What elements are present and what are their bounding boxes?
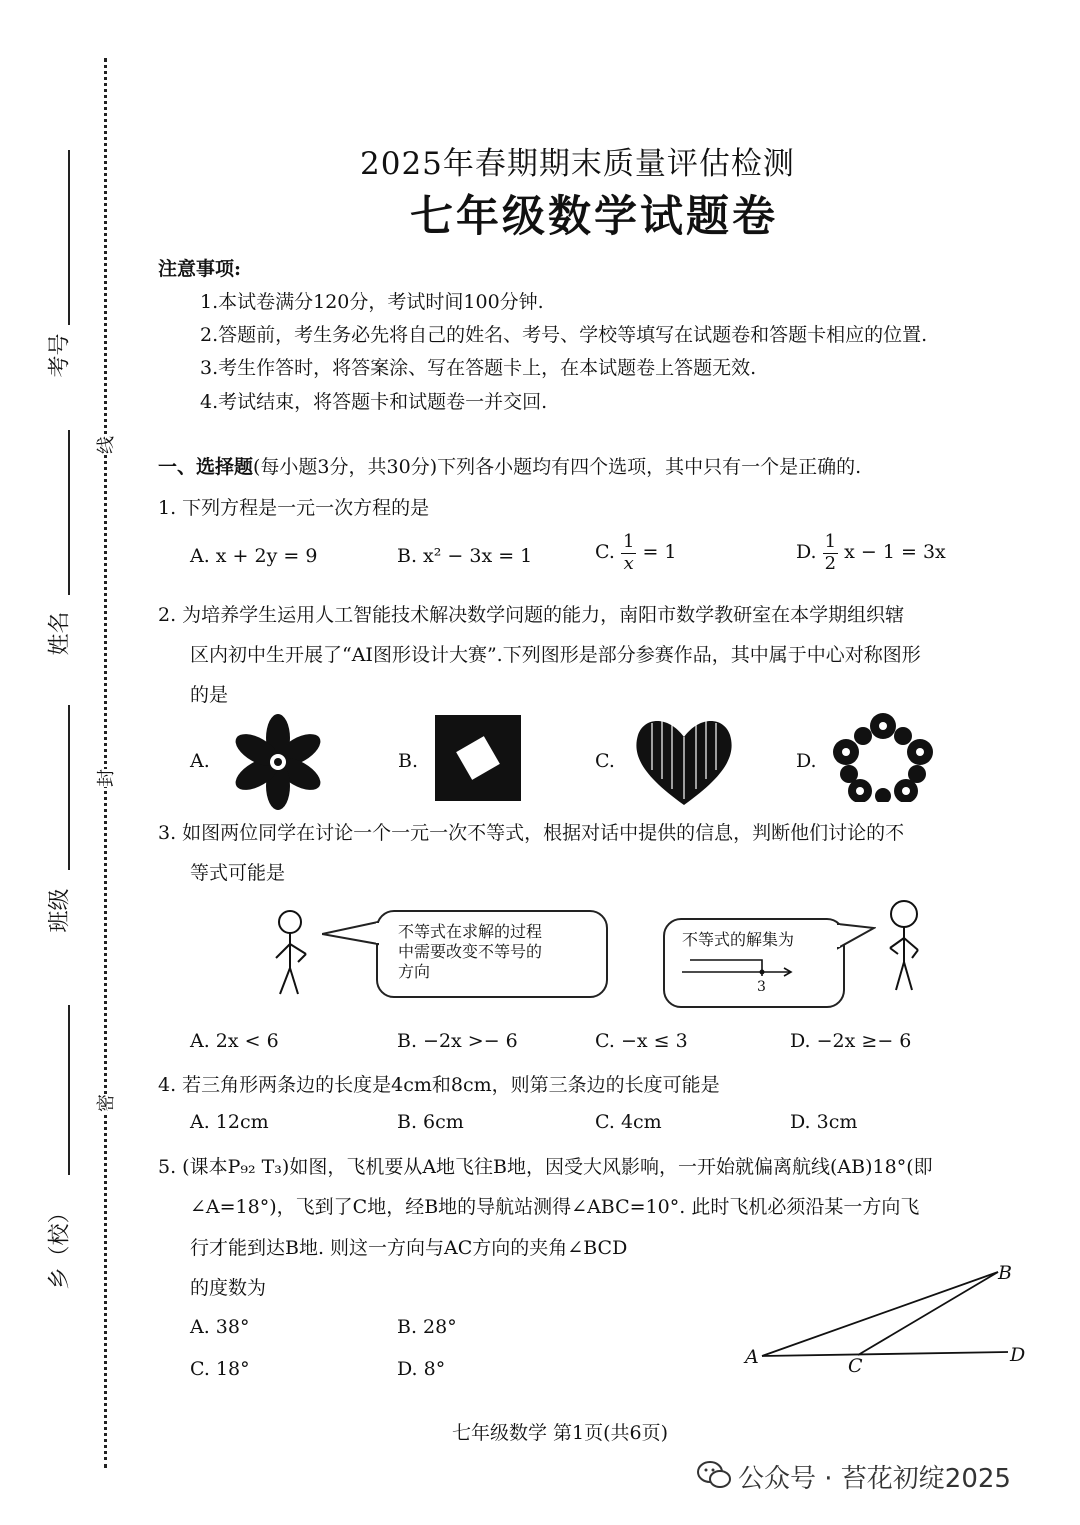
q1-option-c-label: C. — [595, 541, 615, 564]
q1-c-numerator: 1 — [622, 531, 635, 552]
q2-option-b-label: B. — [398, 750, 419, 772]
bubble-right-text: 不等式的解集为 — [682, 930, 795, 949]
exam-no-underline — [68, 150, 70, 325]
bubble-left-line2: 中需要改变不等号的 — [398, 942, 543, 961]
wechat-icon — [696, 1460, 732, 1490]
school-label: 乡（校） — [47, 1201, 73, 1290]
pentagon-flower-ring-figure — [833, 712, 933, 802]
notice-item-4: 4.考试结束，将答题卡和试题卷一并交回. — [200, 391, 548, 413]
q4-option-c: C. 4cm — [595, 1111, 662, 1133]
notice-item-2: 2.答题前，考生务必先将自己的姓名、考号、学校等填写在试题卷和答题卡相应的位置. — [200, 324, 928, 346]
point-c-label: C — [848, 1355, 863, 1377]
q5-line4: 的度数为 — [190, 1277, 267, 1299]
stick-figure-left — [268, 910, 328, 1000]
bubble-left-line1: 不等式在求解的过程 — [398, 922, 543, 941]
page-footer: 七年级数学 第1页(共6页) — [452, 1422, 669, 1444]
seal-char-seal: 封 — [92, 769, 118, 787]
name-label: 姓名 — [47, 611, 73, 656]
q5-option-d: D. 8° — [397, 1358, 446, 1380]
q3-line1: 3. 如图两位同学在讨论一个一元一次不等式，根据对话中提供的信息，判断他们讨论的不 — [158, 822, 905, 844]
exam-title-line1: 2025年春期期末质量评估检测 — [360, 146, 795, 182]
q1-option-d-fraction — [823, 532, 838, 574]
q4-option-d: D. 3cm — [790, 1111, 858, 1133]
q1-option-c-fraction — [621, 532, 636, 574]
heart-figure — [632, 715, 736, 807]
section1-desc: (每小题3分，共30分)下列各小题均有四个选项，其中只有一个是正确的. — [253, 456, 862, 478]
q5-option-b: B. 28° — [397, 1316, 457, 1338]
number-line-figure — [680, 952, 800, 992]
section1-title: 一、选择题 — [158, 456, 254, 478]
q1-option-a: A. x + 2y = 9 — [190, 545, 318, 567]
section1-heading — [158, 452, 861, 479]
q1-option-c-tail: = 1 — [642, 541, 677, 564]
q1-d-denominator: 2 — [824, 552, 837, 574]
q2-line2: 区内初中生开展了“AI图形设计大赛”.下列图形是部分参赛作品，其中属于中心对称图形 — [190, 644, 921, 666]
q5-option-c: C. 18° — [190, 1358, 250, 1380]
flight-path-triangle-figure — [740, 1260, 1040, 1380]
q3-option-d: D. −2x ≥− 6 — [790, 1030, 912, 1052]
q3-option-a: A. 2x < 6 — [190, 1030, 279, 1052]
number-line-label: 3 — [757, 979, 766, 995]
q2-option-d-label: D. — [796, 750, 817, 772]
q3-line2: 等式可能是 — [190, 862, 286, 884]
seal-char-secret: 密 — [92, 1094, 118, 1112]
stick-figure-right — [876, 900, 936, 995]
q4-option-b: B. 6cm — [397, 1111, 464, 1133]
q5-line3: 行才能到达B地. 则这一方向与AC方向的夹角∠BCD — [190, 1237, 628, 1259]
q1-option-b: B. x² − 3x = 1 — [397, 545, 533, 567]
name-underline — [68, 430, 70, 595]
q5-option-a: A. 38° — [190, 1316, 250, 1338]
school-underline — [68, 1005, 70, 1175]
q1-option-d-label: D. — [796, 541, 817, 564]
q2-line3: 的是 — [190, 684, 229, 706]
point-d-label: D — [1010, 1344, 1026, 1366]
q1-c-denominator: x — [623, 552, 634, 574]
q5-line2: ∠A=18°)，飞到了C地，经B地的导航站测得∠ABC=10°. 此时飞机必须沿某一方向飞 — [190, 1196, 920, 1218]
q4-stem: 4. 若三角形两条边的长度是4cm和8cm，则第三条边的长度可能是 — [158, 1074, 720, 1096]
seal-char-line: 线 — [92, 436, 118, 454]
q4-option-a: A. 12cm — [190, 1111, 269, 1133]
q2-line1: 2. 为培养学生运用人工智能技术解决数学问题的能力，南阳市数学教研室在本学期组织辖 — [158, 604, 905, 626]
q1-d-numerator: 1 — [824, 531, 837, 552]
notice-title: 注意事项: — [158, 258, 242, 280]
point-b-label: B — [998, 1262, 1012, 1284]
bubble-left-line3: 方向 — [398, 962, 431, 981]
q1-stem: 1. 下列方程是一元一次方程的是 — [158, 497, 430, 519]
q5-line1: 5. (课本P₉₂ T₃)如图，飞机要从A地飞往B地，因受大风影响，一开始就偏离航线(AB)18°(即 — [158, 1156, 933, 1178]
q1-option-c — [595, 532, 677, 574]
notice-item-1: 1.本试卷满分120分，考试时间100分钟. — [200, 291, 544, 313]
q2-option-a-label: A. — [190, 750, 210, 772]
pinwheel-flower-figure — [228, 712, 328, 812]
class-label: 班级 — [47, 888, 73, 933]
q1-option-d-tail: x − 1 = 3x — [844, 541, 946, 564]
q2-option-c-label: C. — [595, 750, 615, 772]
exam-no-label: 考号 — [47, 333, 73, 378]
notice-item-3: 3.考生作答时，将答案涂、写在答题卡上，在本试题卷上答题无效. — [200, 357, 757, 379]
speech-bubble-left-tail — [322, 920, 380, 950]
square-with-diamond-figure — [435, 715, 521, 801]
class-underline — [68, 705, 70, 870]
exam-title-line2: 七年级数学试题卷 — [410, 192, 778, 242]
binding-dotted-line — [104, 58, 107, 1468]
point-a-label: A — [745, 1346, 759, 1368]
q3-option-c: C. −x ≤ 3 — [595, 1030, 688, 1052]
q3-option-b: B. −2x >− 6 — [397, 1030, 518, 1052]
speech-bubble-right-tail — [836, 922, 876, 952]
watermark-text: 公众号 · 苔花初绽2025 — [738, 1464, 1011, 1494]
q1-option-d — [796, 532, 946, 574]
